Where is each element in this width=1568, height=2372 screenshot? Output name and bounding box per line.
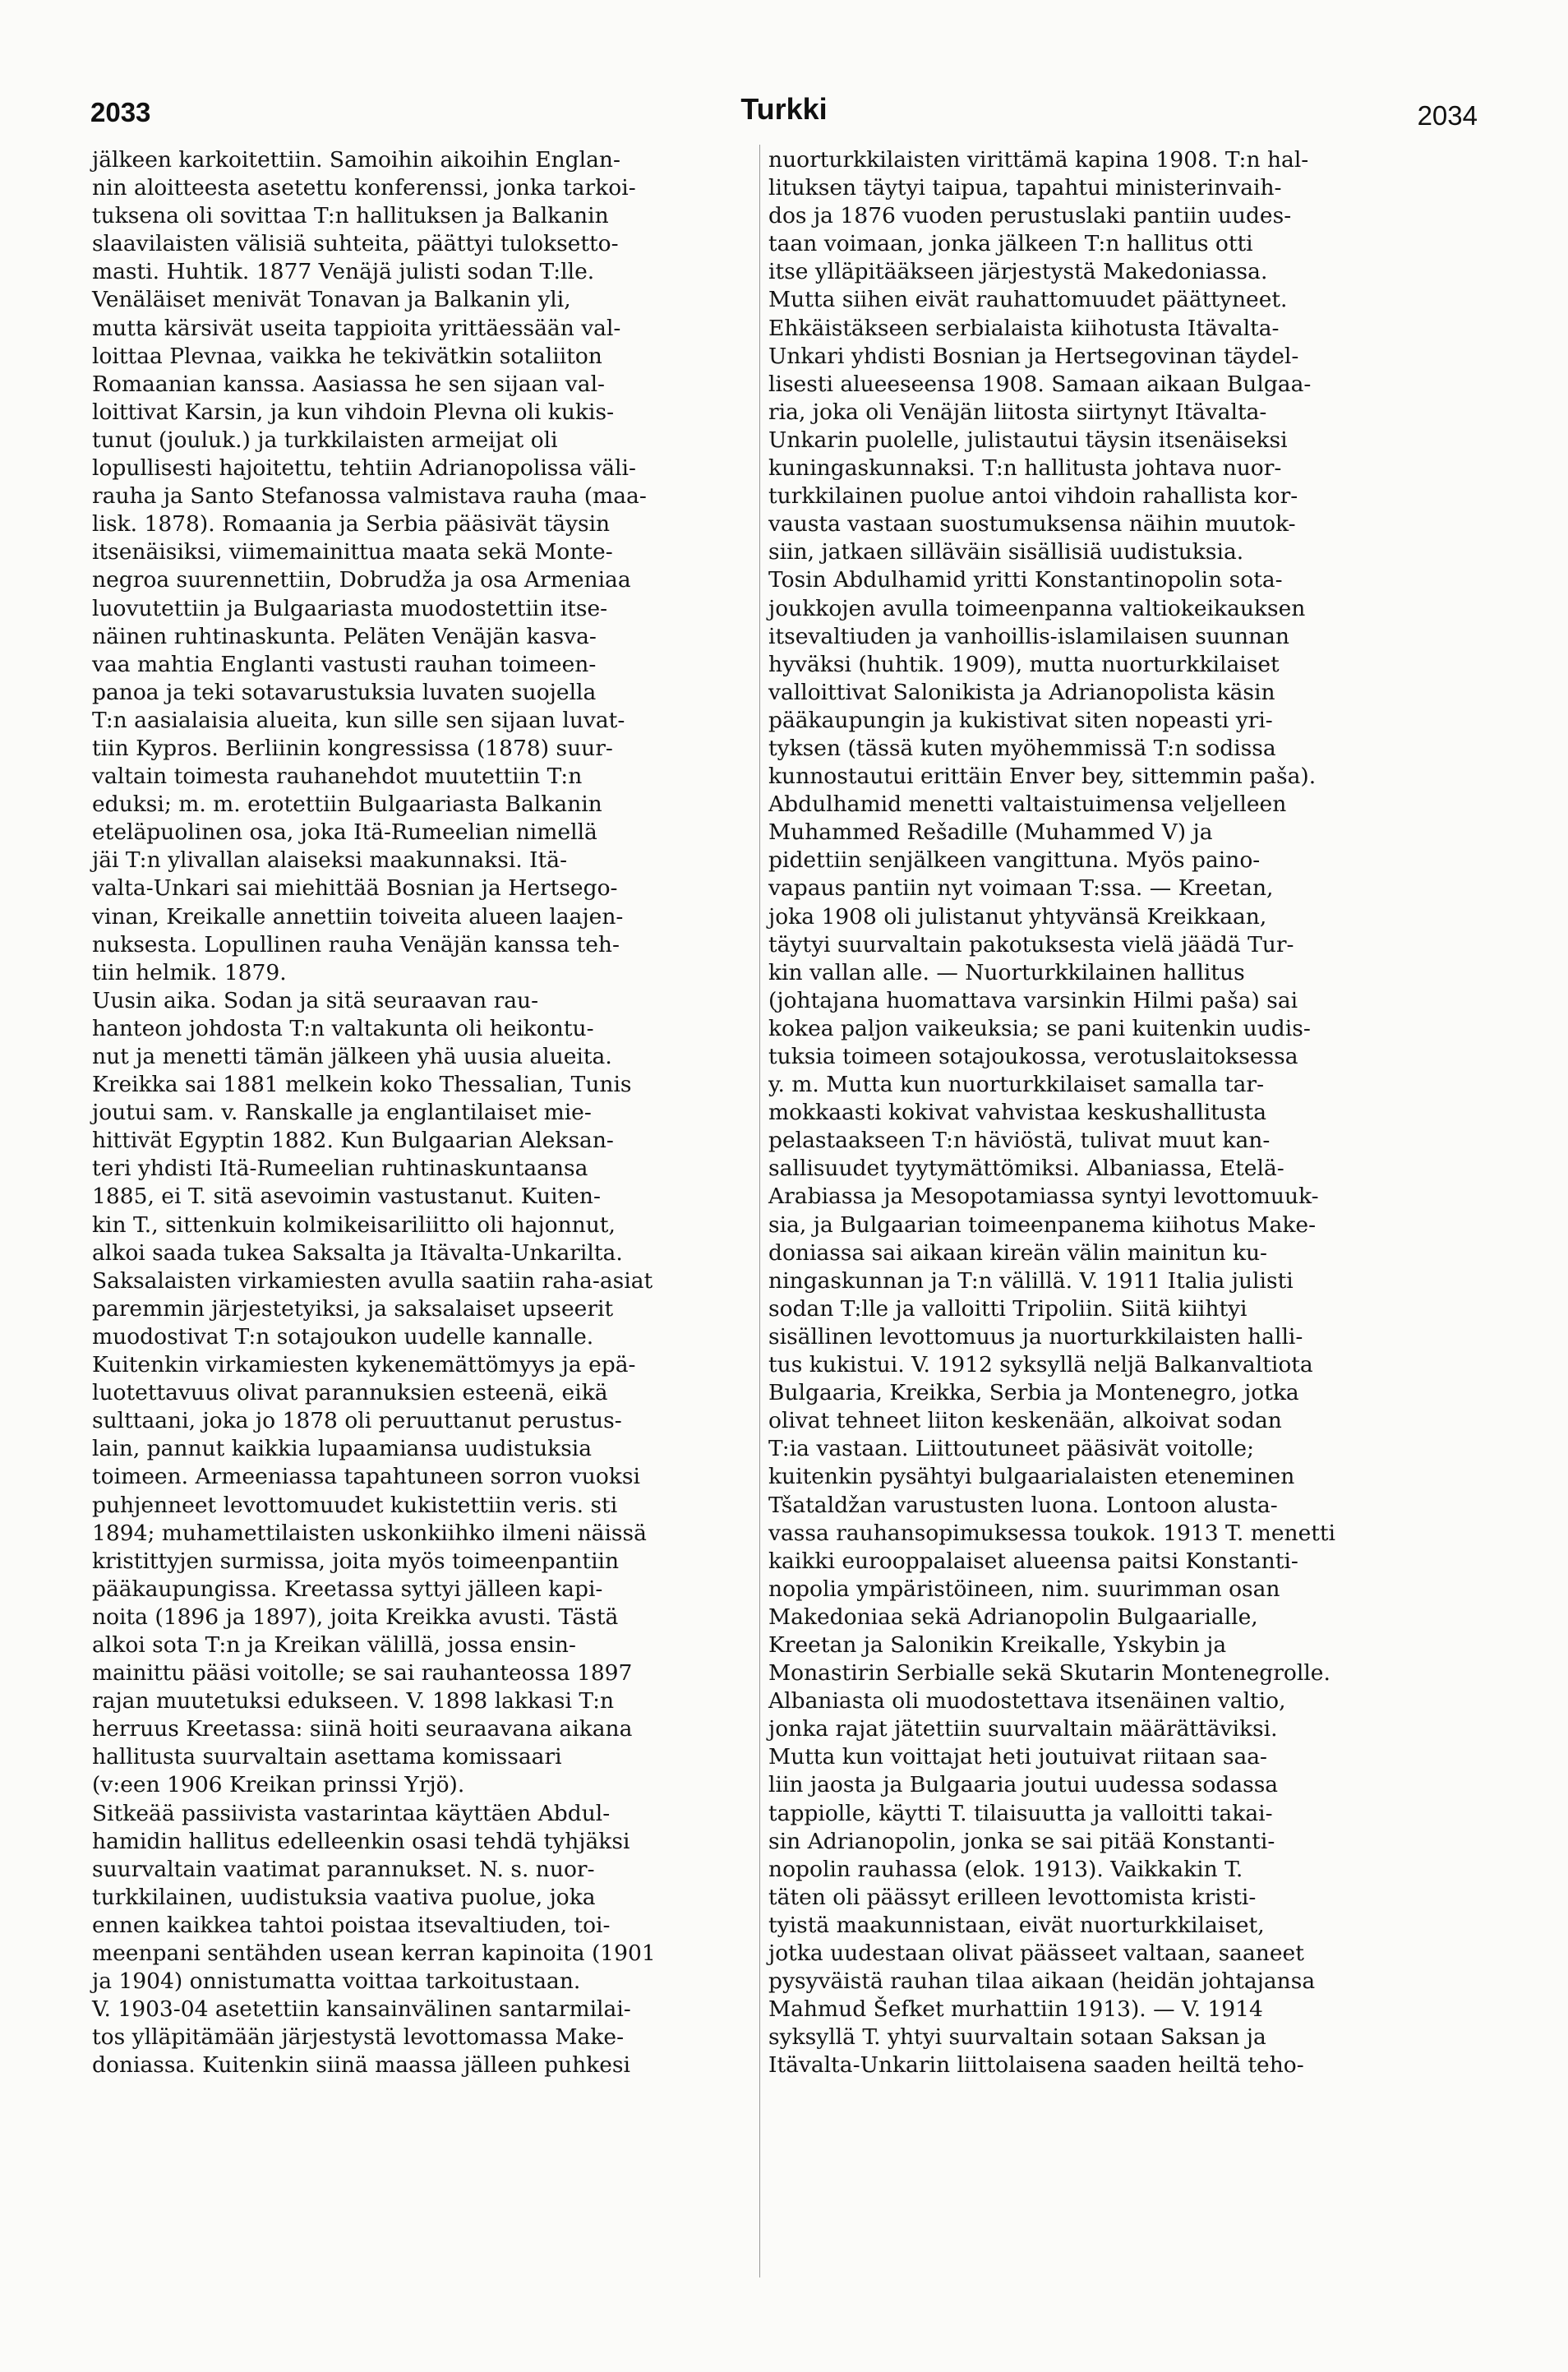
text-line: pysyväistä rauhan tilaa aikaan (heidän johtajansa <box>768 1968 1316 1995</box>
text-line: Mutta siihen eivät rauhattomuudet päättyneet. <box>768 287 1288 313</box>
text-line: valtain toimesta rauhanehdot muutettiin T:n <box>92 764 583 790</box>
text-line: kristittyjen surmissa, joita myös toimeenpantiin <box>92 1548 620 1574</box>
text-line: tyksen (tässä kuten myöhemmissä T:n sodissa <box>768 735 1276 761</box>
text-line: nin aloitteesta asetettu konferenssi, jonka tarkoi- <box>92 175 636 201</box>
text-line: tunut (jouluk.) ja turkkilaisten armeijat oli <box>92 427 558 453</box>
text-line: loittaa Plevnaa, vaikka he tekivätkin sotaliiton <box>92 343 602 369</box>
text-line: olivat tehneet liiton keskenään, alkoivat sodan <box>768 1408 1282 1434</box>
text-line: syksyllä T. yhtyi suurvaltain sotaan Saksan ja <box>768 2024 1266 2051</box>
text-line: (v:een 1906 Kreikan prinssi Yrjö). <box>92 1772 465 1798</box>
text-line: Monastirin Serbialle sekä Skutarin Montenegrolle. <box>768 1660 1330 1687</box>
page-number-right: 2034 <box>1417 100 1478 131</box>
text-line: kuitenkin pysähtyi bulgaarialaisten eteneminen <box>768 1464 1295 1490</box>
text-line: vapaus pantiin nyt voimaan T:ssa. — Kreetan, <box>768 875 1274 902</box>
text-line: Kreikka sai 1881 melkein koko Thessalian, Tunis <box>92 1072 632 1098</box>
text-line: tyistä maakunnistaan, eivät nuorturkkilaiset, <box>768 1912 1265 1938</box>
text-line: pääkaupungin ja kukistivat siten nopeasti yri- <box>768 707 1273 733</box>
text-line: Makedoniaa sekä Adrianopolin Bulgaarialle, <box>768 1604 1258 1630</box>
text-line: T:ia vastaan. Liittoutuneet pääsivät voitolle; <box>768 1436 1255 1462</box>
text-line: rauha ja Santo Stefanossa valmistava rauha (maa- <box>92 483 647 510</box>
text-line: kaikki eurooppalaiset alueensa paitsi Konstanti- <box>768 1548 1298 1574</box>
text-line: turkkilainen, uudistuksia vaativa puolue, joka <box>92 1884 596 1910</box>
text-line: vaa mahtia Englanti vastusti rauhan toimeen- <box>92 651 597 677</box>
text-line: liin jaosta ja Bulgaaria joutui uudessa sodassa <box>768 1772 1279 1798</box>
text-line: ningaskunnan ja T:n välillä. V. 1911 Italia julisti <box>768 1267 1294 1294</box>
text-line: Itävalta-Unkarin liittolaisena saaden heiltä teho- <box>768 2052 1304 2079</box>
text-line: puhjenneet levottomuudet kukistettiin veris. sti <box>92 1492 618 1518</box>
text-line: sulttaani, joka jo 1878 oli peruuttanut perustus- <box>92 1408 622 1434</box>
text-line: alkoi sota T:n ja Kreikan välillä, jossa ensin- <box>92 1631 576 1658</box>
text-line: V. 1903-04 asetettiin kansainvälinen santarmilai- <box>92 1996 631 2023</box>
text-line: hyväksi (huhtik. 1909), mutta nuorturkkilaiset <box>768 651 1280 677</box>
text-line: lopullisesti hajoitettu, tehtiin Adrianopolissa väli- <box>92 455 636 482</box>
text-line: nuksesta. Lopullinen rauha Venäjän kanssa teh- <box>92 931 620 958</box>
text-line: herruus Kreetassa: siinä hoiti seuraavana aikana <box>92 1716 633 1742</box>
text-line: jäi T:n ylivallan alaiseksi maakunnaksi. Itä- <box>92 847 568 874</box>
text-line: pääkaupungissa. Kreetassa syttyi jälleen kapi- <box>92 1576 603 1602</box>
text-line: hamidin hallitus edelleenkin osasi tehdä tyhjäksi <box>92 1828 630 1854</box>
text-line: nopolia ympäristöineen, nim. suurimman osan <box>768 1576 1280 1602</box>
text-line: loittivat Karsin, ja kun vihdoin Plevna oli kukis- <box>92 399 615 425</box>
text-line: Albaniasta oli muodostettava itsenäinen valtio, <box>768 1688 1286 1714</box>
text-line: nuorturkkilaisten virittämä kapina 1908. T:n hal- <box>768 147 1309 173</box>
text-line: tiin helmik. 1879. <box>92 959 287 985</box>
text-line: teri yhdisti Itä-Rumeelian ruhtinaskuntaansa <box>92 1156 588 1182</box>
text-line: suurvaltain vaatimat parannukset. N. s. nuor- <box>92 1856 595 1882</box>
text-line: tuksena oli sovittaa T:n hallituksen ja Balkanin <box>92 203 609 229</box>
text-line: vausta vastaan suostumuksensa näihin muutok- <box>768 511 1296 538</box>
text-line: sodan T:lle ja valloitti Tripoliin. Siitä kiihtyi <box>768 1295 1247 1322</box>
text-line: kuningaskunnaksi. T:n hallitusta johtava nuor- <box>768 455 1282 482</box>
text-line: negroa suurennettiin, Dobrudža ja osa Armeniaa <box>92 567 631 593</box>
text-line: hallitusta suurvaltain asettama komissaari <box>92 1744 562 1770</box>
text-line: tos ylläpitämään järjestystä levottomassa Make- <box>92 2024 625 2051</box>
text-line: valloittivat Salonikista ja Adrianopolista käsin <box>768 679 1275 705</box>
text-column-left <box>92 146 774 2079</box>
text-line: sin Adrianopolin, jonka se sai pitää Konstanti- <box>768 1828 1275 1854</box>
text-line: eteläpuolinen osa, joka Itä-Rumeelian nimellä <box>92 819 597 846</box>
text-line: Venäläiset menivät Tonavan ja Balkanin yli, <box>92 287 571 313</box>
text-line: joutui sam. v. Ranskalle ja englantilaiset mie- <box>92 1100 592 1126</box>
text-line: Mahmud Šefket murhattiin 1913). — V. 1914 <box>768 1996 1263 2023</box>
text-line: hanteon johdosta T:n valtakunta oli heikontu- <box>92 1015 594 1041</box>
text-line: Tšataldžan varustusten luona. Lontoon alusta- <box>768 1492 1278 1518</box>
text-line: y. m. Mutta kun nuorturkkilaiset samalla tar- <box>768 1072 1265 1098</box>
text-line: Arabiassa ja Mesopotamiassa syntyi levottomuuk- <box>768 1184 1319 1210</box>
text-line: jonka rajat jätettiin suurvaltain määrättäviksi. <box>768 1716 1278 1742</box>
text-line: tuksia toimeen sotajoukossa, verotuslaitoksessa <box>768 1044 1298 1069</box>
text-line: Uusin aika. Sodan ja sitä seuraavan rau- <box>92 987 539 1013</box>
text-line: nopolin rauhassa (elok. 1913). Vaikkakin T. <box>768 1856 1243 1882</box>
text-line: joka 1908 oli julistanut yhtyvänsä Kreikkaan, <box>768 903 1267 930</box>
text-line: kunnostautui erittäin Enver bey, sittemmin paša). <box>768 764 1317 790</box>
text-line: muodostivat T:n sotajoukon uudelle kannalle. <box>92 1323 594 1350</box>
text-line: (johtajana huomattava varsinkin Hilmi paša) sai <box>768 987 1298 1013</box>
text-line: toimeen. Armeeniassa tapahtuneen sorron vuoksi <box>92 1464 640 1490</box>
text-line: ria, joka oli Venäjän liitosta siirtynyt Itävalta- <box>768 399 1267 425</box>
text-line: luovutettiin ja Bulgaariasta muodostettiin itse- <box>92 595 608 621</box>
text-line: doniassa sai aikaan kireän välin mainitun ku- <box>768 1239 1268 1266</box>
text-line: paremmin järjestetyiksi, ja saksalaiset upseerit <box>92 1295 614 1322</box>
text-line: T:n aasialaisia alueita, kun sille sen sijaan luvat- <box>92 707 625 733</box>
text-line: turkkilainen puolue antoi vihdoin rahallista kor- <box>768 483 1298 510</box>
text-line: kin T., sittenkuin kolmikeisariliitto oli hajonnut, <box>92 1211 616 1238</box>
text-line: jälkeen karkoitettiin. Samoihin aikoihin Englan- <box>92 147 620 173</box>
text-line: siin, jatkaen silläväin sisällisiä uudistuksia. <box>768 539 1244 565</box>
text-line: Mutta kun voittajat heti joutuivat riitaan saa- <box>768 1744 1268 1770</box>
text-line: vinan, Kreikalle annettiin toiveita alueen laajen- <box>92 903 624 930</box>
text-line: itsevaltiuden ja vanhoillis-islamilaisen suunnan <box>768 623 1289 649</box>
text-line: Romaanian kanssa. Aasiassa he sen sijaan val- <box>92 371 605 397</box>
text-line: tappiolle, käytti T. tilaisuutta ja valloitti takai- <box>768 1800 1273 1826</box>
text-line: kokea paljon vaikeuksia; se pani kuitenkin uudis- <box>768 1015 1311 1041</box>
text-line: noita (1896 ja 1897), joita Kreikka avusti. Tästä <box>92 1604 619 1630</box>
text-line: tiin Kypros. Berliinin kongressissa (1878) suur- <box>92 735 613 761</box>
text-line: Bulgaaria, Kreikka, Serbia ja Montenegro, jotka <box>768 1380 1299 1406</box>
text-line: joukkojen avulla toimeenpanna valtiokeikauksen <box>768 595 1306 621</box>
text-line: taan voimaan, jonka jälkeen T:n hallitus otti <box>768 231 1253 257</box>
text-line: slaavilaisten välisiä suhteita, päättyi tuloksetto- <box>92 231 619 257</box>
page-number-left: 2033 <box>90 97 151 127</box>
text-line: lisk. 1878). Romaania ja Serbia pääsivät täysin <box>92 511 611 538</box>
text-line: kin vallan alle. — Nuorturkkilainen hallitus <box>768 959 1245 985</box>
text-line: lisesti alueeseensa 1908. Samaan aikaan Bulgaa- <box>768 371 1312 397</box>
text-line: valta-Unkari sai miehittää Bosnian ja Hertsego- <box>92 875 618 902</box>
text-line: Unkari yhdisti Bosnian ja Hertsegovinan täydel- <box>768 343 1299 369</box>
text-line: Sitkeää passiivista vastarintaa käyttäen Abdul- <box>92 1800 611 1826</box>
text-line: Kreetan ja Salonikin Kreikalle, Yskybin ja <box>768 1631 1227 1658</box>
page-header <box>0 92 1568 133</box>
text-line: alkoi saada tukea Saksalta ja Itävalta-Unkarilta. <box>92 1239 623 1266</box>
text-line: masti. Huhtik. 1877 Venäjä julisti sodan T:lle. <box>92 259 595 285</box>
text-line: 1894; muhamettilaisten uskonkiihko ilmeni näissä <box>92 1520 647 1546</box>
text-line: lituksen täytyi taipua, tapahtui ministerinvaih- <box>768 175 1282 201</box>
text-line: mokkaasti kokivat vahvistaa keskushallitusta <box>768 1100 1267 1126</box>
text-line: dos ja 1876 vuoden perustuslaki pantiin uudes- <box>768 203 1292 229</box>
text-line: täytyi suurvaltain pakotuksesta vielä jäädä Tur- <box>768 931 1294 958</box>
text-line: hittivät Egyptin 1882. Kun Bulgaarian Aleksan- <box>92 1128 614 1154</box>
text-line: nut ja menetti tämän jälkeen yhä uusia alueita. <box>92 1044 612 1069</box>
page-title: Turkki <box>740 92 828 126</box>
text-line: näinen ruhtinaskunta. Peläten Venäjän kasva- <box>92 623 597 649</box>
text-line: ennen kaikkea tahtoi poistaa itsevaltiuden, toi- <box>92 1912 611 1938</box>
text-line: täten oli päässyt erilleen levottomista kristi- <box>768 1884 1257 1910</box>
text-line: mutta kärsivät useita tappioita yrittäessään val- <box>92 315 621 341</box>
text-line: meenpani sentähden usean kerran kapinoita (1901 <box>92 1941 656 1966</box>
text-line: eduksi; m. m. erotettiin Bulgaariasta Balkanin <box>92 791 602 818</box>
text-line: Unkarin puolelle, julistautui täysin itsenäiseksi <box>768 427 1288 453</box>
text-line: sia, ja Bulgaarian toimeenpanema kiihotus Make- <box>768 1211 1317 1238</box>
text-line: itsenäisiksi, viimemainittua maata sekä Monte- <box>92 539 613 565</box>
text-line: Kuitenkin virkamiesten kykenemättömyys ja epä- <box>92 1352 636 1378</box>
text-line: vassa rauhansopimuksessa toukok. 1913 T. menetti <box>768 1520 1336 1546</box>
text-line: Muhammed Rešadille (Muhammed V) ja <box>768 819 1213 846</box>
text-line: rajan muutetuksi edukseen. V. 1898 lakkasi T:n <box>92 1688 615 1714</box>
text-line: 1885, ei T. sitä asevoimin vastustanut. Kuiten- <box>92 1184 601 1210</box>
text-line: mainittu pääsi voitolle; se sai rauhanteossa 1897 <box>92 1660 633 1687</box>
text-line: itse ylläpitääkseen järjestystä Makedoniassa. <box>768 259 1268 285</box>
text-line: Ehkäistäkseen serbialaista kiihotusta Itävalta- <box>768 315 1280 341</box>
text-line: lain, pannut kaikkia lupaamiansa uudistuksia <box>92 1436 593 1462</box>
text-line: pidettiin senjälkeen vangittuna. Myös paino- <box>768 847 1261 874</box>
text-line: sallisuudet tyytymättömiksi. Albaniassa, Etelä- <box>768 1156 1284 1182</box>
text-line: sisällinen levottomuus ja nuorturkkilaisten halli- <box>768 1323 1303 1350</box>
text-line: tus kukistui. V. 1912 syksyllä neljä Balkanvaltiota <box>768 1352 1313 1378</box>
text-line: pelastaakseen T:n häviöstä, tulivat muut kan- <box>768 1128 1271 1154</box>
text-line: luotettavuus olivat parannuksien esteenä, eikä <box>92 1380 608 1406</box>
text-line: doniassa. Kuitenkin siinä maassa jälleen puhkesi <box>92 2052 631 2079</box>
text-line: Tosin Abdulhamid yritti Konstantinopolin sota- <box>768 567 1283 593</box>
text-line: panoa ja teki sotavarustuksia luvaten suojella <box>92 679 597 705</box>
text-column-right <box>768 146 1450 2079</box>
text-line: jotka uudestaan olivat päässeet valtaan, saaneet <box>768 1941 1304 1966</box>
text-line: Saksalaisten virkamiesten avulla saatiin raha-asiat <box>92 1267 653 1294</box>
text-line: Abdulhamid menetti valtaistuimensa veljelleen <box>768 791 1287 818</box>
text-line: ja 1904) onnistumatta voittaa tarkoitustaan. <box>92 1968 581 1995</box>
